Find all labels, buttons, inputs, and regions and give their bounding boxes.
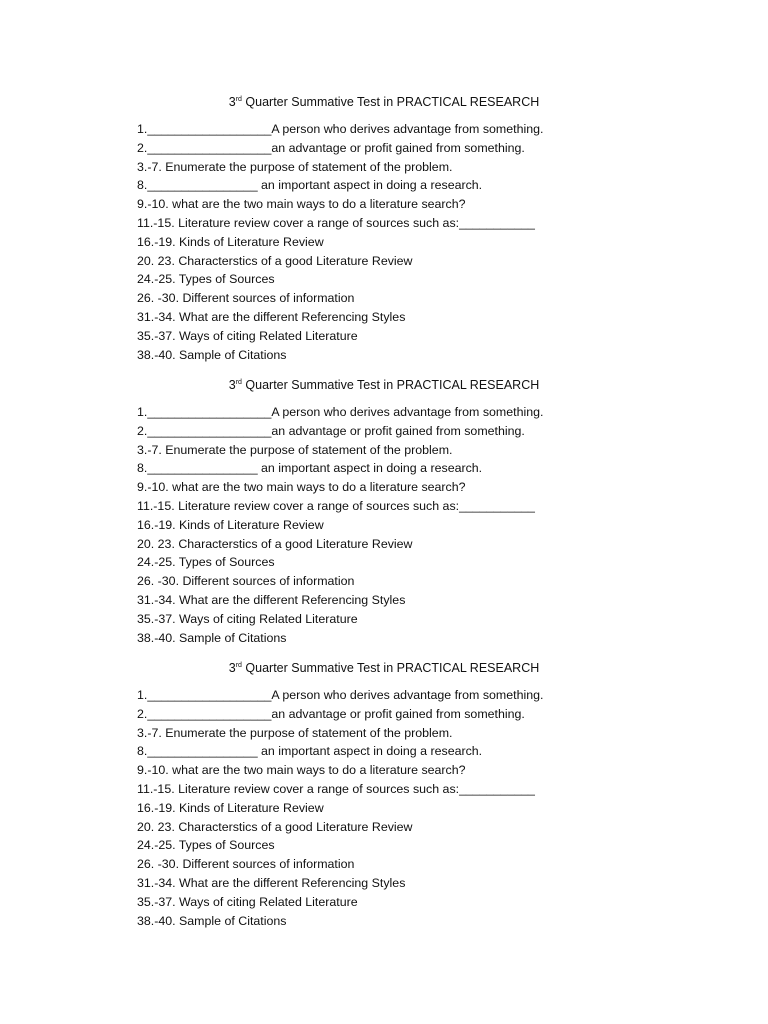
- title-ordinal-suffix: rd: [235, 662, 242, 669]
- question-item: 11.-15. Literature review cover a range of sources such as:___________: [137, 781, 535, 796]
- question-list: [137, 403, 543, 647]
- question-item: 8.________________ an important aspect in doing a research.: [137, 461, 483, 476]
- question-item: 35.-37. Ways of citing Related Literature: [137, 611, 358, 626]
- question-item: 31.-34. What are the different Referencing Styles: [137, 875, 406, 890]
- question-list: [137, 686, 543, 930]
- section-title: [0, 94, 768, 110]
- question-item: 35.-37. Ways of citing Related Literature: [137, 328, 358, 343]
- question-item: 26. -30. Different sources of information: [137, 291, 355, 306]
- question-item: 3.-7. Enumerate the purpose of statement of the problem.: [137, 442, 453, 457]
- question-item: 31.-34. What are the different Referencing Styles: [137, 309, 406, 324]
- question-item: 24.-25. Types of Sources: [137, 555, 275, 570]
- title-ordinal: 3: [228, 95, 236, 109]
- question-item: 1.__________________A person who derives advantage from something.: [137, 688, 544, 702]
- title-text: Quarter Summative Test in PRACTICAL RESEARCH: [241, 378, 540, 392]
- section-title: [0, 377, 768, 393]
- question-item: 9.-10. what are the two main ways to do a literature search?: [137, 763, 466, 778]
- question-item: 3.-7. Enumerate the purpose of statement of the problem.: [137, 159, 453, 174]
- title-ordinal-suffix: rd: [235, 379, 242, 386]
- question-item: 8.________________ an important aspect in doing a research.: [137, 178, 483, 193]
- question-item: 20. 23. Characterstics of a good Literature Review: [137, 536, 413, 551]
- question-item: 38.-40. Sample of Citations: [137, 913, 287, 928]
- question-item: 24.-25. Types of Sources: [137, 838, 275, 853]
- question-item: 38.-40. Sample of Citations: [137, 630, 287, 645]
- question-item: 20. 23. Characterstics of a good Literature Review: [137, 819, 413, 834]
- title-ordinal: 3: [228, 378, 236, 392]
- title-ordinal-suffix: rd: [235, 96, 242, 103]
- question-item: 9.-10. what are the two main ways to do a literature search?: [137, 197, 466, 212]
- question-item: 26. -30. Different sources of information: [137, 857, 355, 872]
- question-item: 11.-15. Literature review cover a range of sources such as:___________: [137, 215, 535, 230]
- question-item: 8.________________ an important aspect in doing a research.: [137, 744, 483, 759]
- question-item: 3.-7. Enumerate the purpose of statement of the problem.: [137, 725, 453, 740]
- question-item: 9.-10. what are the two main ways to do a literature search?: [137, 480, 466, 495]
- question-item: 2.__________________an advantage or profit gained from something.: [137, 423, 525, 438]
- question-item: 26. -30. Different sources of information: [137, 574, 355, 589]
- question-list: [137, 120, 543, 364]
- question-item: 16.-19. Kinds of Literature Review: [137, 517, 324, 532]
- title-ordinal: 3: [228, 661, 236, 675]
- question-item: 2.__________________an advantage or profit gained from something.: [137, 140, 525, 155]
- question-item: 2.__________________an advantage or profit gained from something.: [137, 706, 525, 721]
- question-item: 35.-37. Ways of citing Related Literature: [137, 894, 358, 909]
- question-item: 38.-40. Sample of Citations: [137, 347, 287, 362]
- question-item: 1.__________________A person who derives advantage from something.: [137, 405, 544, 419]
- section-title: [0, 660, 768, 676]
- question-item: 1.__________________A person who derives advantage from something.: [137, 122, 544, 136]
- question-item: 16.-19. Kinds of Literature Review: [137, 234, 324, 249]
- question-item: 24.-25. Types of Sources: [137, 272, 275, 287]
- title-text: Quarter Summative Test in PRACTICAL RESEARCH: [241, 95, 540, 109]
- question-item: 20. 23. Characterstics of a good Literature Review: [137, 253, 413, 268]
- question-item: 11.-15. Literature review cover a range of sources such as:___________: [137, 498, 535, 513]
- title-text: Quarter Summative Test in PRACTICAL RESEARCH: [241, 661, 540, 675]
- question-item: 31.-34. What are the different Referencing Styles: [137, 592, 406, 607]
- question-item: 16.-19. Kinds of Literature Review: [137, 800, 324, 815]
